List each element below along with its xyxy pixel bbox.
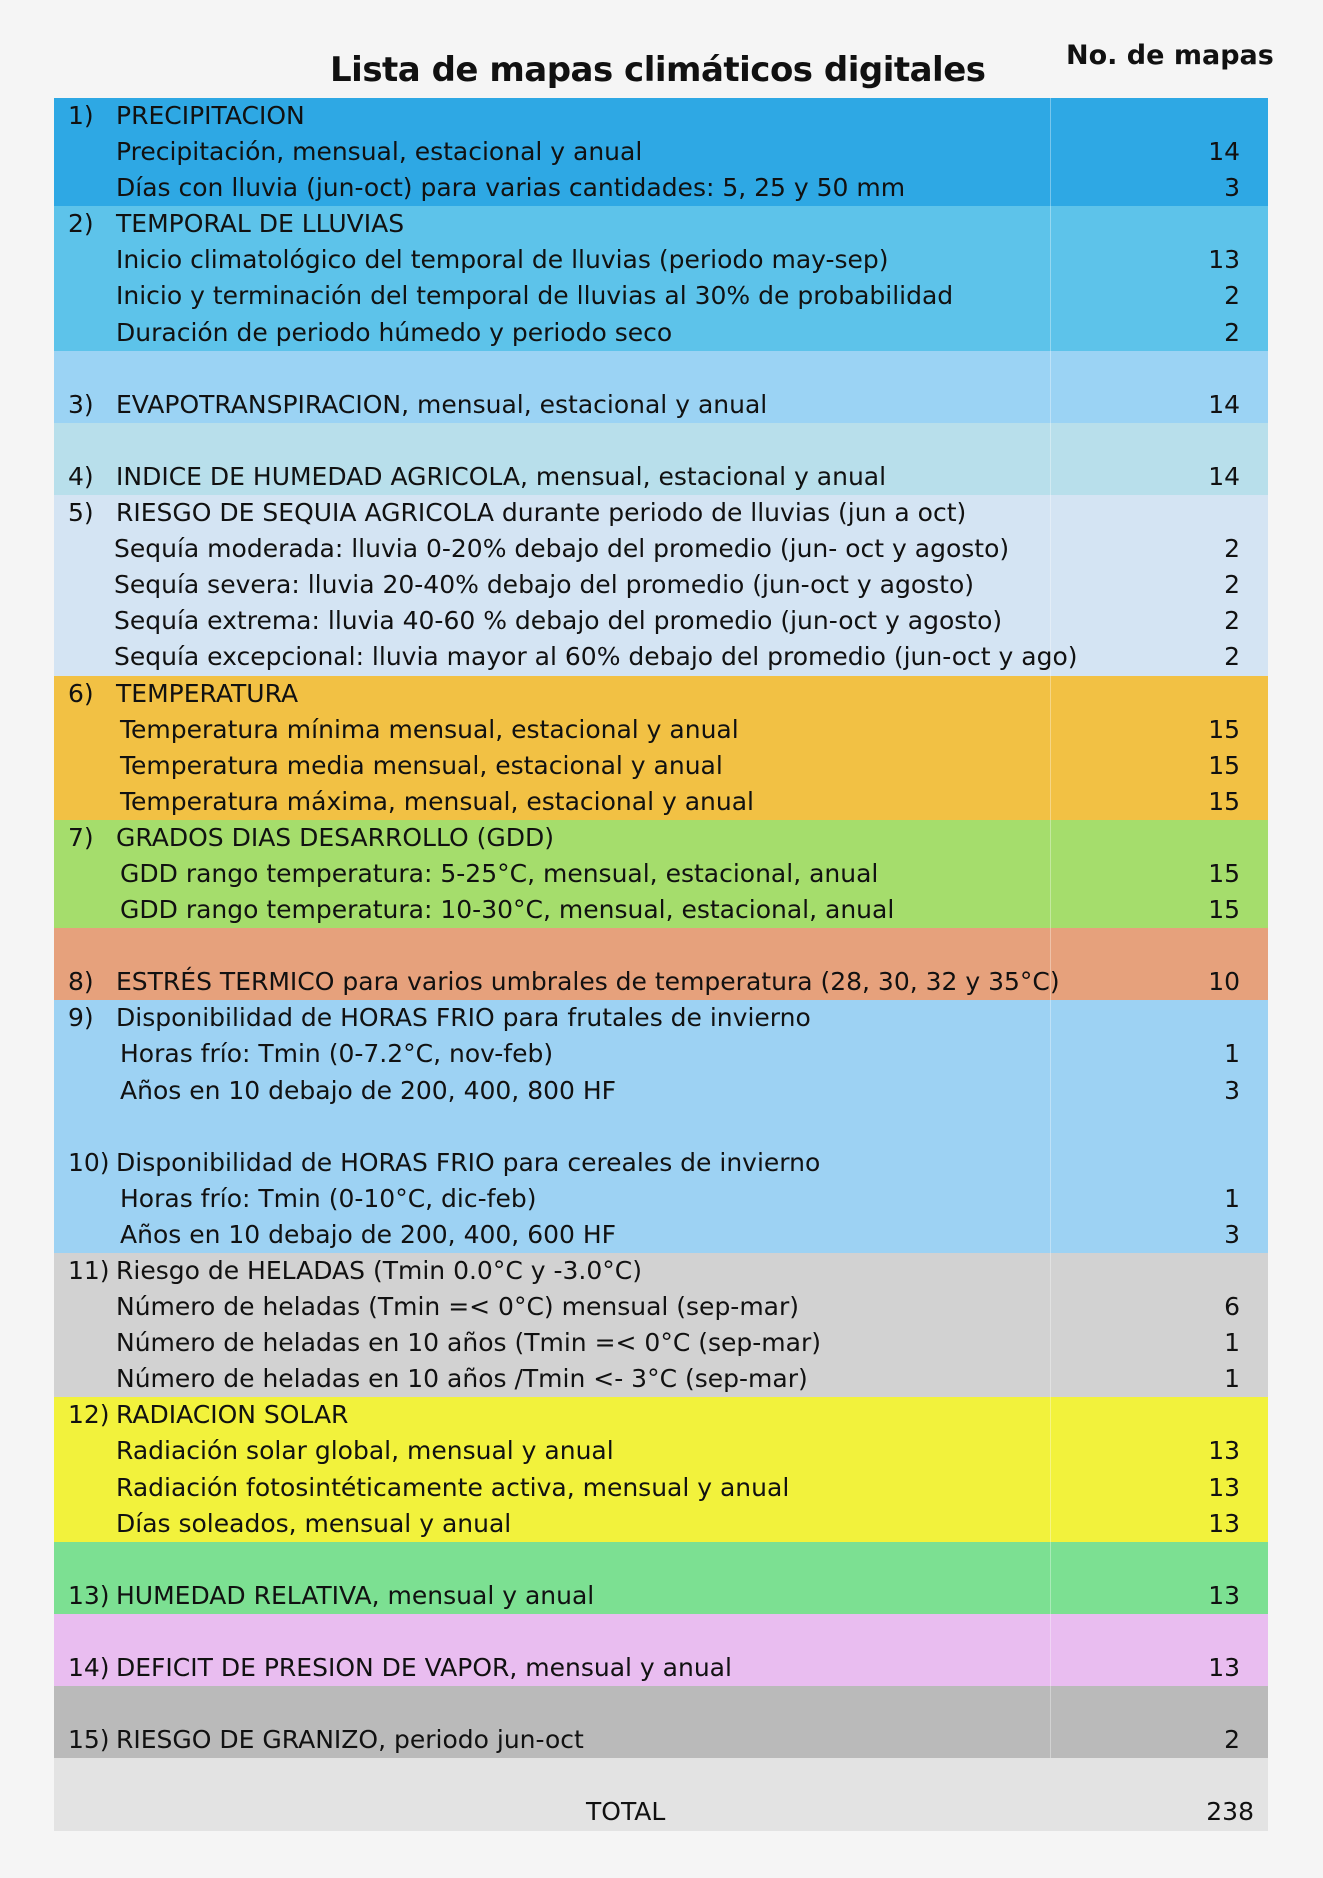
- item-subtitle: GDD rango temperatura: 5-25°C, mensual, estacional, anual: [120, 858, 879, 888]
- item-number: 6): [68, 678, 94, 708]
- table-row: [54, 567, 1268, 603]
- section-4: [54, 423, 1268, 495]
- item-subtitle: Años en 10 debajo de 200, 400, 600 HF: [120, 1219, 617, 1249]
- item-subtitle: Días con lluvia (jun-oct) para varias cantidades: 5, 25 y 50 mm: [116, 173, 906, 203]
- table-row: [54, 1145, 1268, 1181]
- item-subtitle: Temperatura máxima, mensual, estacional y anual: [120, 786, 754, 816]
- map-count: 14: [1208, 389, 1240, 419]
- item-number: 10): [68, 1147, 110, 1177]
- item-subtitle: Sequía severa: lluvia 20-40% debajo del promedio (jun-oct y agosto): [114, 570, 975, 600]
- map-count: 15: [1208, 895, 1240, 925]
- item-title: TEMPORAL DE LLUVIAS: [116, 209, 405, 239]
- section-8: [54, 928, 1268, 1000]
- table-row: [54, 1109, 1268, 1145]
- item-number: 15): [68, 1725, 110, 1755]
- item-subtitle: Radiación fotosintéticamente activa, mensual y anual: [116, 1472, 790, 1502]
- section-7: [54, 820, 1268, 928]
- table-row: [54, 639, 1268, 675]
- item-title: RIESGO DE SEQUIA AGRICOLA durante periodo de lluvias (jun a oct): [116, 498, 967, 528]
- item-title: Riesgo de HELADAS (Tmin 0.0°C y -3.0°C): [116, 1256, 642, 1285]
- map-count: 10: [1208, 967, 1240, 997]
- map-count: 2: [1224, 1725, 1240, 1755]
- table-row: [54, 1433, 1268, 1469]
- item-number: 11): [68, 1256, 110, 1285]
- table-row: [54, 1542, 1268, 1578]
- item-subtitle: Precipitación, mensual, estacional y anual: [116, 137, 643, 167]
- table-row: [54, 1397, 1268, 1433]
- table-row: [54, 387, 1268, 423]
- map-count: 2: [1224, 281, 1240, 311]
- map-count: 3: [1224, 173, 1240, 203]
- item-title: HUMEDAD RELATIVA, mensual y anual: [116, 1580, 595, 1610]
- map-count: 1: [1224, 1183, 1240, 1213]
- item-title: Disponibilidad de HORAS FRIO para cereales de invierno: [116, 1147, 821, 1177]
- column-header-count: No. de mapas: [1066, 40, 1274, 71]
- table-row: [54, 1614, 1268, 1650]
- table-row: [54, 423, 1268, 459]
- item-number: 12): [68, 1400, 110, 1430]
- page-title: Lista de mapas climáticos digitales: [330, 50, 986, 90]
- map-count: 1: [1224, 1364, 1240, 1394]
- item-subtitle: GDD rango temperatura: 10-30°C, mensual, estacional, anual: [120, 895, 895, 925]
- section-12: [54, 1542, 1268, 1614]
- map-count: 13: [1208, 1653, 1240, 1683]
- map-count: 14: [1208, 461, 1240, 491]
- item-title: GRADOS DIAS DESARROLLO (GDD): [116, 822, 554, 852]
- table-row: [54, 1361, 1268, 1397]
- table-row: [54, 1722, 1268, 1758]
- table-row: [54, 820, 1268, 856]
- table-row: [54, 1578, 1268, 1614]
- section-2: [54, 206, 1268, 350]
- table-row: [54, 278, 1268, 314]
- table-row: [54, 1036, 1268, 1072]
- section-13: [54, 1614, 1268, 1686]
- item-subtitle: Sequía extrema: lluvia 40-60 % debajo del promedio (jun-oct y agosto): [114, 606, 1003, 636]
- map-count: 14: [1208, 137, 1240, 167]
- table-row: [54, 1000, 1268, 1036]
- item-subtitle: Radiación solar global, mensual y anual: [116, 1436, 614, 1466]
- table-row: [54, 531, 1268, 567]
- item-subtitle: Temperatura mínima mensual, estacional y anual: [120, 714, 739, 744]
- map-count: 13: [1208, 1472, 1240, 1502]
- map-count: 15: [1208, 786, 1240, 816]
- item-title: Disponibilidad de HORAS FRIO para frutales de invierno: [116, 1003, 811, 1033]
- map-count: 2: [1224, 534, 1240, 564]
- table-row: [54, 676, 1268, 712]
- table-row: [54, 784, 1268, 820]
- table-row: [54, 1758, 1268, 1794]
- map-count: 6: [1224, 1292, 1240, 1322]
- item-number: 4): [68, 461, 94, 491]
- section-14: [54, 1686, 1268, 1758]
- table-row: [54, 98, 1268, 134]
- table-row: [54, 459, 1268, 495]
- table-row: [54, 1650, 1268, 1686]
- item-number: 8): [68, 967, 94, 997]
- table-row: [54, 1217, 1268, 1253]
- item-title: ESTRÉS TERMICO para varios umbrales de temperatura (28, 30, 32 y 35°C): [116, 967, 1060, 997]
- table-row: [54, 1073, 1268, 1109]
- item-number: 7): [68, 822, 94, 852]
- total-count: 238: [1206, 1797, 1254, 1827]
- table-row: [54, 206, 1268, 242]
- section-5: [54, 495, 1268, 675]
- section-3: [54, 351, 1268, 423]
- section-9: [54, 1000, 1268, 1253]
- map-count: 2: [1224, 606, 1240, 636]
- map-count: 2: [1224, 642, 1240, 672]
- map-count: 3: [1224, 1219, 1240, 1249]
- table-row: [54, 1181, 1268, 1217]
- item-title: RIESGO DE GRANIZO, periodo jun-oct: [116, 1725, 584, 1755]
- item-number: 1): [68, 101, 94, 130]
- map-count: 15: [1208, 750, 1240, 780]
- item-subtitle: Inicio climatológico del temporal de lluvias (periodo may-sep): [116, 245, 889, 275]
- table-row: [54, 1686, 1268, 1722]
- item-subtitle: Número de heladas (Tmin =< 0°C) mensual (sep-mar): [116, 1292, 800, 1322]
- item-subtitle: Años en 10 debajo de 200, 400, 800 HF: [120, 1075, 617, 1105]
- table-row: [54, 928, 1268, 964]
- section-1: [54, 98, 1268, 206]
- table-row: [54, 242, 1268, 278]
- item-title: RADIACION SOLAR: [116, 1400, 349, 1430]
- section-10: [54, 1253, 1268, 1397]
- map-count: 2: [1224, 570, 1240, 600]
- item-number: 3): [68, 389, 94, 419]
- item-subtitle: Número de heladas en 10 años (Tmin =< 0°C (sep-mar): [116, 1328, 821, 1358]
- item-subtitle: Horas frío: Tmin (0-10°C, dic-feb): [120, 1183, 537, 1213]
- table-row: [54, 964, 1268, 1000]
- total-label: TOTAL: [586, 1797, 666, 1827]
- item-number: 9): [68, 1003, 94, 1033]
- section-6: [54, 676, 1268, 820]
- map-count: 15: [1208, 714, 1240, 744]
- table-row: [54, 315, 1268, 351]
- map-count: 13: [1208, 1580, 1240, 1610]
- item-subtitle: Días soleados, mensual y anual: [116, 1508, 512, 1538]
- item-title: DEFICIT DE PRESION DE VAPOR, mensual y anual: [116, 1653, 732, 1683]
- item-number: 13): [68, 1580, 110, 1610]
- item-subtitle: Temperatura media mensual, estacional y anual: [120, 750, 723, 780]
- item-title: PRECIPITACION: [116, 101, 305, 130]
- table-row: [54, 1506, 1268, 1542]
- table-row: [54, 712, 1268, 748]
- table-row: [54, 1325, 1268, 1361]
- table-row: [54, 748, 1268, 784]
- item-number: 2): [68, 209, 94, 239]
- table-row: [54, 495, 1268, 531]
- item-subtitle: Horas frío: Tmin (0-7.2°C, nov-feb): [120, 1039, 554, 1069]
- item-number: 14): [68, 1653, 110, 1683]
- map-count: 13: [1208, 1436, 1240, 1466]
- item-number: 5): [68, 498, 94, 528]
- map-count: 13: [1208, 1508, 1240, 1538]
- item-subtitle: Inicio y terminación del temporal de lluvias al 30% de probabilidad: [116, 281, 954, 311]
- item-subtitle: Número de heladas en 10 años /Tmin <- 3°C (sep-mar): [116, 1364, 808, 1394]
- total-section: [54, 1758, 1268, 1830]
- item-title: INDICE DE HUMEDAD AGRICOLA, mensual, estacional y anual: [116, 461, 887, 491]
- item-title: TEMPERATURA: [116, 678, 299, 708]
- table-row: [54, 856, 1268, 892]
- table-row: [54, 170, 1268, 206]
- table-row: [54, 1253, 1268, 1289]
- section-11: [54, 1397, 1268, 1541]
- map-count: 13: [1208, 245, 1240, 275]
- map-count: 1: [1224, 1328, 1240, 1358]
- map-count: 1: [1224, 1039, 1240, 1069]
- map-count: 2: [1224, 317, 1240, 347]
- item-subtitle: Sequía excepcional: lluvia mayor al 60% debajo del promedio (jun-oct y ago): [114, 642, 1078, 672]
- table-row: [54, 134, 1268, 170]
- table-row: [54, 1794, 1268, 1830]
- table-row: [54, 603, 1268, 639]
- item-title: EVAPOTRANSPIRACION, mensual, estacional y anual: [116, 389, 768, 419]
- map-count: 3: [1224, 1075, 1240, 1105]
- item-subtitle: Sequía moderada: lluvia 0-20% debajo del promedio (jun- oct y agosto): [114, 534, 1010, 564]
- table-row: [54, 351, 1268, 387]
- table-row: [54, 1470, 1268, 1506]
- map-count: 15: [1208, 858, 1240, 888]
- item-subtitle: Duración de periodo húmedo y periodo seco: [116, 317, 673, 347]
- table-row: [54, 1289, 1268, 1325]
- maps-table: [54, 98, 1268, 1831]
- table-row: [54, 892, 1268, 928]
